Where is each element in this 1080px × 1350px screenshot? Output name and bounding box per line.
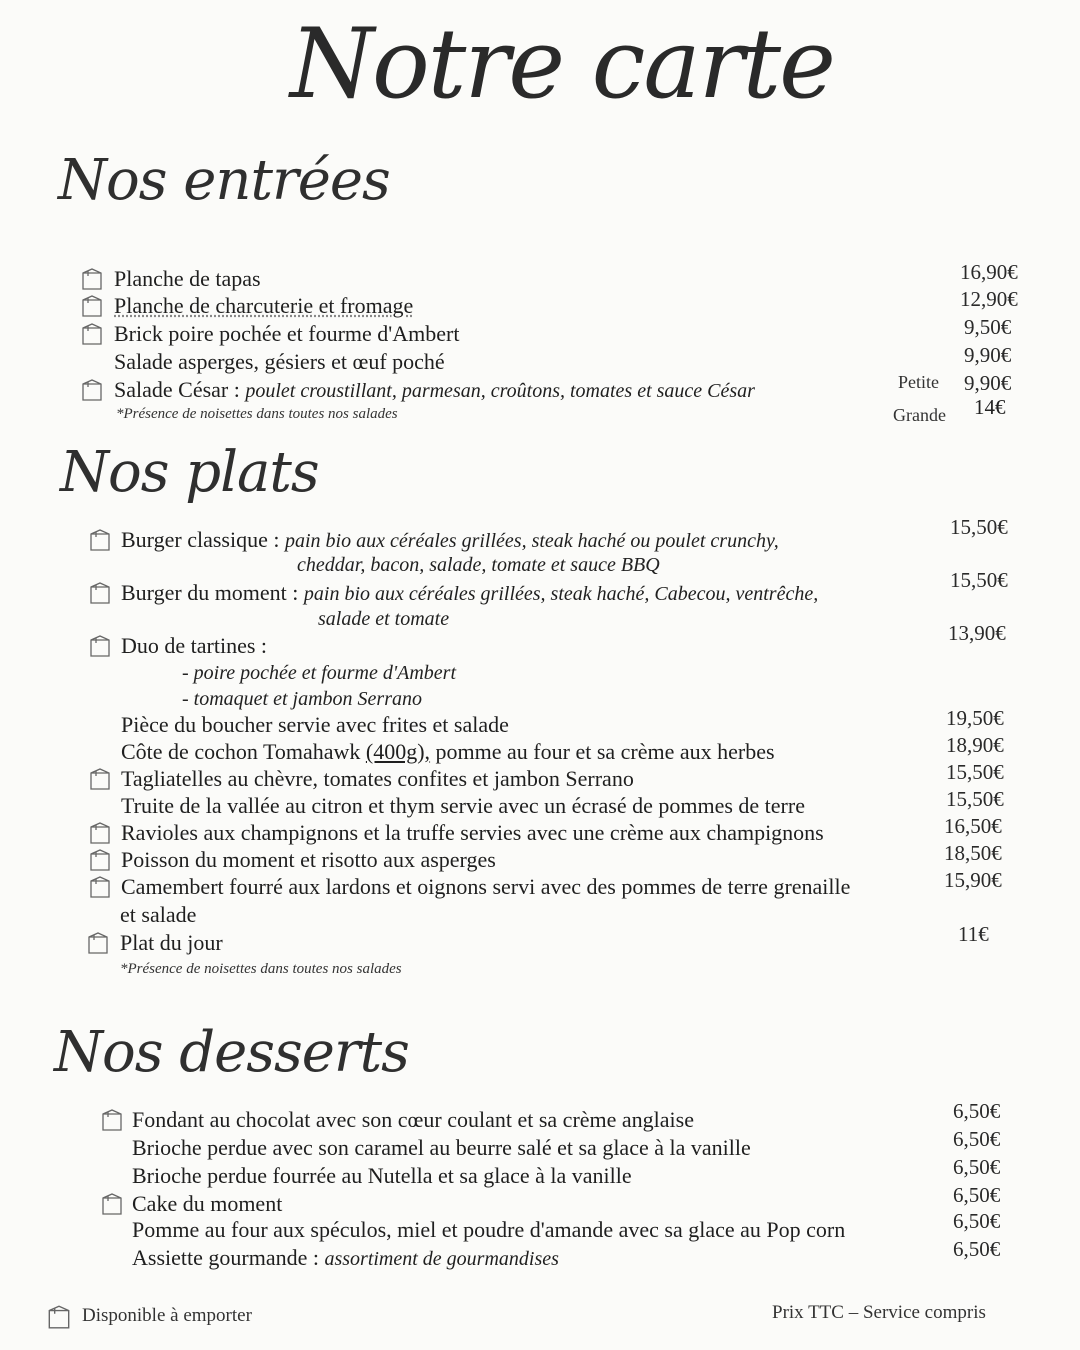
takeaway-box-icon [80,266,104,292]
page-title: Notre carte [290,8,834,120]
sub-item: - poire pochée et fourme d'Ambert [182,662,457,684]
item-name: Fondant au chocolat avec son cœur coulant et sa crème anglaise [132,1107,694,1132]
item-name: Assiette gourmande : [132,1245,319,1270]
menu-item [0,515,1080,555]
takeaway-box-icon [100,1107,124,1133]
item-price: 15,90€ [944,868,1002,892]
item-name: Burger du moment : [121,580,299,605]
item-price: 9,50€ [964,315,1012,339]
takeaway-box-icon [88,580,112,606]
size-label-small: Petite [898,372,939,392]
item-description: assortiment de gourmandises [324,1248,559,1270]
section-title-desserts: Nos desserts [54,1020,409,1085]
item-name-rest: pomme au four et sa crème aux herbes [430,739,775,764]
item-name: Ravioles aux champignons et la truffe servies avec une crème aux champignons [121,820,824,845]
item-price: 16,90€ [960,260,1018,284]
item-name: Salade César : [114,377,240,402]
item-price: 6,50€ [953,1127,1001,1151]
item-price-large: 14€ [974,395,1006,419]
item-name: Pièce du boucher servie avec frites et salade [121,712,509,737]
menu-item [0,287,1080,321]
item-name: Truite de la vallée au citron et thym servie avec un écrasé de pommes de terre [121,793,805,818]
item-price: 18,90€ [946,733,1004,757]
takeaway-box-icon [100,1191,124,1217]
item-price: 6,50€ [953,1237,1001,1261]
takeaway-box-icon [46,1303,72,1336]
item-name: Camembert fourré aux lardons et oignons servi avec des pommes de terre grenaille [121,874,851,899]
menu-item [0,841,1080,875]
item-price: 15,50€ [946,760,1004,784]
item-name: Tagliatelles au chèvre, tomates confites et jambon Serrano [121,766,634,791]
item-name: Côte de cochon Tomahawk [121,739,366,764]
takeaway-box-icon [80,293,104,319]
item-price: 13,90€ [948,621,1006,645]
item-price: 9,90€ [964,343,1012,367]
item-name: Salade asperges, gésiers et œuf poché [114,349,445,374]
takeaway-box-icon [86,930,110,956]
item-price: 11€ [958,922,989,946]
item-price: 15,50€ [950,568,1008,592]
menu-item [0,706,1080,740]
footer-pricing-note: Prix TTC – Service compris [772,1302,986,1323]
item-name: Poisson du moment et risotto aux asperges [121,847,496,872]
menu-item [0,1183,1080,1219]
item-name: Planche de tapas [114,266,261,291]
menu-item [0,1099,1080,1135]
menu-item [0,371,1080,405]
item-name: Cake du moment [132,1191,283,1216]
item-price: 15,50€ [946,787,1004,811]
menu-item [0,568,1080,608]
item-description-cont: cheddar, bacon, salade, tomate et sauce BBQ [297,554,660,576]
item-price: 6,50€ [953,1099,1001,1123]
takeaway-box-icon [88,633,112,659]
item-price: 6,50€ [953,1155,1001,1179]
footer-takeaway-legend: Disponible à emporter [82,1305,252,1326]
item-description: pain bio aux céréales grillées, steak haché, Cabecou, ventrêche, [303,583,819,605]
section-title-plats: Nos plats [60,440,319,505]
takeaway-box-icon [88,527,112,553]
section-title-entrees: Nos entrées [58,148,390,213]
allergen-note: *Présence de noisettes dans toutes nos salades [116,406,398,422]
menu-item [0,621,1080,661]
menu-item [0,1127,1080,1163]
item-name: Brick poire pochée et fourme d'Ambert [114,321,460,346]
takeaway-box-icon [80,377,104,403]
takeaway-box-icon [88,847,112,873]
menu-item [0,1237,1080,1273]
item-description: pain bio aux céréales grillées, steak haché ou poulet crunchy, [284,530,779,552]
size-label-large: Grande [893,405,946,425]
item-price: 15,50€ [950,515,1008,539]
item-name: Duo de tartines : [121,633,268,658]
menu-item [0,315,1080,349]
item-name: Plat du jour [120,930,223,955]
menu-item [0,760,1080,794]
item-name: Planche de charcuterie et fromage [114,293,414,318]
item-price: 6,50€ [953,1209,1001,1233]
item-name: Burger classique : [121,527,280,552]
menu-item [0,814,1080,848]
item-name: Brioche perdue fourrée au Nutella et sa glace à la vanille [132,1163,632,1188]
item-price: 16,50€ [944,814,1002,838]
item-price: 18,50€ [944,841,1002,865]
menu-item [0,868,1080,902]
takeaway-box-icon [80,321,104,347]
sub-item: - tomaquet et jambon Serrano [182,688,422,710]
menu-item [0,733,1080,767]
allergen-note: *Présence de noisettes dans toutes nos salades [120,961,402,977]
menu-item [0,922,1080,958]
item-name-cont: et salade [120,902,197,927]
menu-item [0,260,1080,294]
menu-item [0,1155,1080,1191]
item-price-small: 9,90€ [964,371,1012,395]
item-name: Pomme au four aux spéculos, miel et poudre d'amande avec sa glace au Pop corn [132,1217,846,1242]
item-name: Brioche perdue avec son caramel au beurre salé et sa glace à la vanille [132,1135,751,1160]
menu-item [0,1209,1080,1245]
item-price: 19,50€ [946,706,1004,730]
item-price: 6,50€ [953,1183,1001,1207]
takeaway-box-icon [88,874,112,900]
item-description: poulet croustillant, parmesan, croûtons, tomates et sauce César [245,380,755,402]
item-weight: (400g), [365,739,431,764]
takeaway-box-icon [88,820,112,846]
menu-item [0,787,1080,821]
item-description-cont: salade et tomate [318,608,450,630]
item-price: 12,90€ [960,287,1018,311]
takeaway-box-icon [88,766,112,792]
menu-item-cont [0,902,1080,930]
